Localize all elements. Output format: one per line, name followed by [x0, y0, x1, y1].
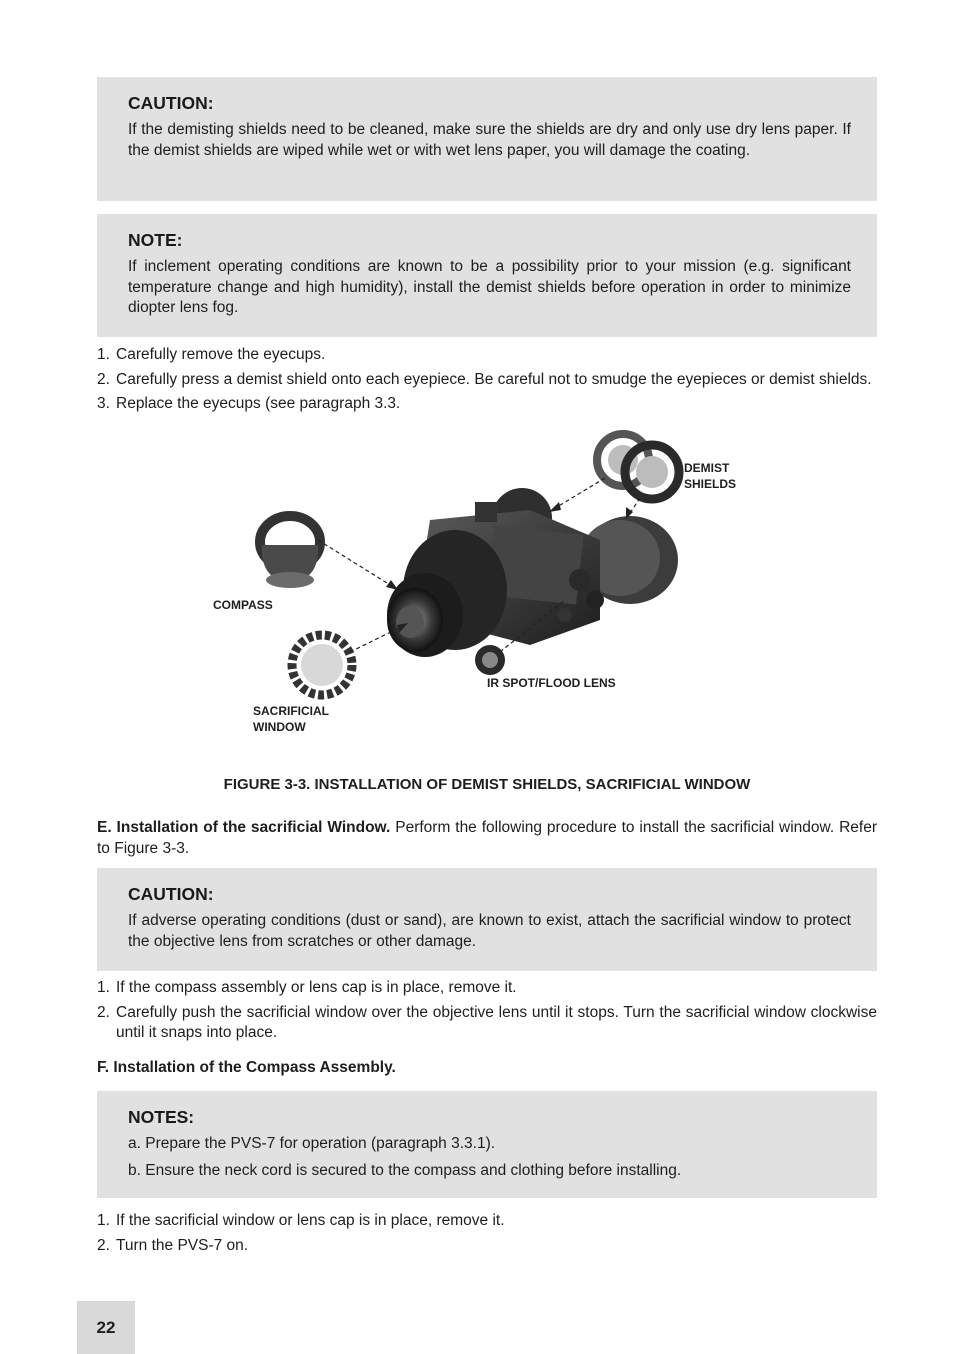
caution-box	[97, 77, 877, 201]
compass-steps-list	[97, 1211, 877, 1260]
list-item	[97, 394, 877, 415]
demist-steps-list	[97, 345, 877, 419]
note-box	[97, 214, 877, 337]
page-number: 22	[77, 1301, 135, 1354]
note-text: If inclement operating conditions are known to be a possibility prior to your mission (e.g. significant temperature change and high humidity), install the demist shields before operation in order to minimize diopter lens fog.	[128, 258, 851, 316]
demist-shields-icon	[597, 434, 679, 499]
step-number: 1.	[97, 1212, 110, 1229]
caution-text: If adverse operating conditions (dust or sand), are known to exist, attach the sacrificial window to protect the objective lens from scratches or other damage.	[128, 912, 851, 950]
note-heading: NOTE:	[128, 230, 183, 250]
label-sacrificial-window: SACRIFICIAL WINDOW	[253, 704, 329, 734]
label-compass: COMPASS	[213, 598, 273, 612]
note-item: a. Prepare the PVS-7 for operation (paragraph 3.3.1).	[128, 1135, 496, 1152]
ir-lens-icon	[475, 645, 505, 675]
step-text: Carefully remove the eyecups.	[116, 346, 326, 363]
step-text: Carefully press a demist shield onto each eyepiece. Be careful not to smudge the eyepieces or demist shields.	[116, 370, 872, 388]
list-item	[97, 1211, 877, 1232]
figure-caption: FIGURE 3-3. INSTALLATION OF DEMIST SHIELDS, SACRIFICIAL WINDOW	[223, 776, 751, 793]
step-number: 3.	[97, 395, 110, 412]
caution-box	[97, 868, 877, 971]
night-vision-goggle-illustration	[200, 430, 760, 750]
note-item: b. Ensure the neck cord is secured to the compass and clothing before installing.	[128, 1162, 682, 1179]
step-text: Turn the PVS-7 on.	[116, 1236, 249, 1254]
step-number: 2.	[97, 1003, 110, 1021]
sacrificial-window-steps-list	[97, 978, 877, 1048]
label-ir-spot-flood-lens: IR SPOT/FLOOD LENS	[487, 676, 616, 690]
section-e-title: E. Installation of the sacrificial Window.	[97, 819, 391, 836]
step-text: If the sacrificial window or lens cap is in place, remove it.	[116, 1212, 505, 1229]
section-e-paragraph	[97, 817, 877, 859]
list-item	[97, 1003, 877, 1044]
step-text: If the compass assembly or lens cap is in place, remove it.	[116, 979, 517, 996]
objective-lens-icon	[387, 530, 507, 657]
list-item	[97, 345, 877, 366]
step-number: 1.	[97, 979, 110, 996]
section-e-text: Perform the following procedure to install the sacrificial window. Refer to Figure 3-3.	[97, 819, 877, 857]
step-text: Carefully push the sacrificial window over the objective lens until it stops. Turn the sacrificial window clockwise until it snaps into place.	[116, 1003, 877, 1041]
step-text: Replace the eyecups (see paragraph 3.3.	[116, 395, 401, 412]
step-number: 2.	[97, 370, 110, 388]
list-item	[97, 978, 877, 999]
label-demist-shields: DEMIST SHIELDS	[684, 461, 737, 491]
step-number: 2.	[97, 1236, 110, 1254]
notes-heading: NOTES:	[128, 1107, 195, 1127]
figure-installation-diagram	[200, 430, 760, 750]
step-number: 1.	[97, 346, 110, 363]
caution-heading: CAUTION:	[128, 93, 214, 113]
sacrificial-window-icon	[292, 635, 352, 695]
section-f-title	[97, 1057, 877, 1078]
list-item	[97, 370, 877, 391]
notes-box	[97, 1091, 877, 1198]
compass-icon	[260, 516, 320, 588]
section-f-heading: F. Installation of the Compass Assembly.	[97, 1059, 396, 1076]
list-item	[97, 1236, 877, 1257]
caution-heading: CAUTION:	[128, 884, 214, 904]
caution-text: If the demisting shields need to be cleaned, make sure the shields are dry and only use dry lens paper. If the demist shields are wiped while wet or with wet lens paper, you will damage the coating.	[128, 121, 851, 159]
